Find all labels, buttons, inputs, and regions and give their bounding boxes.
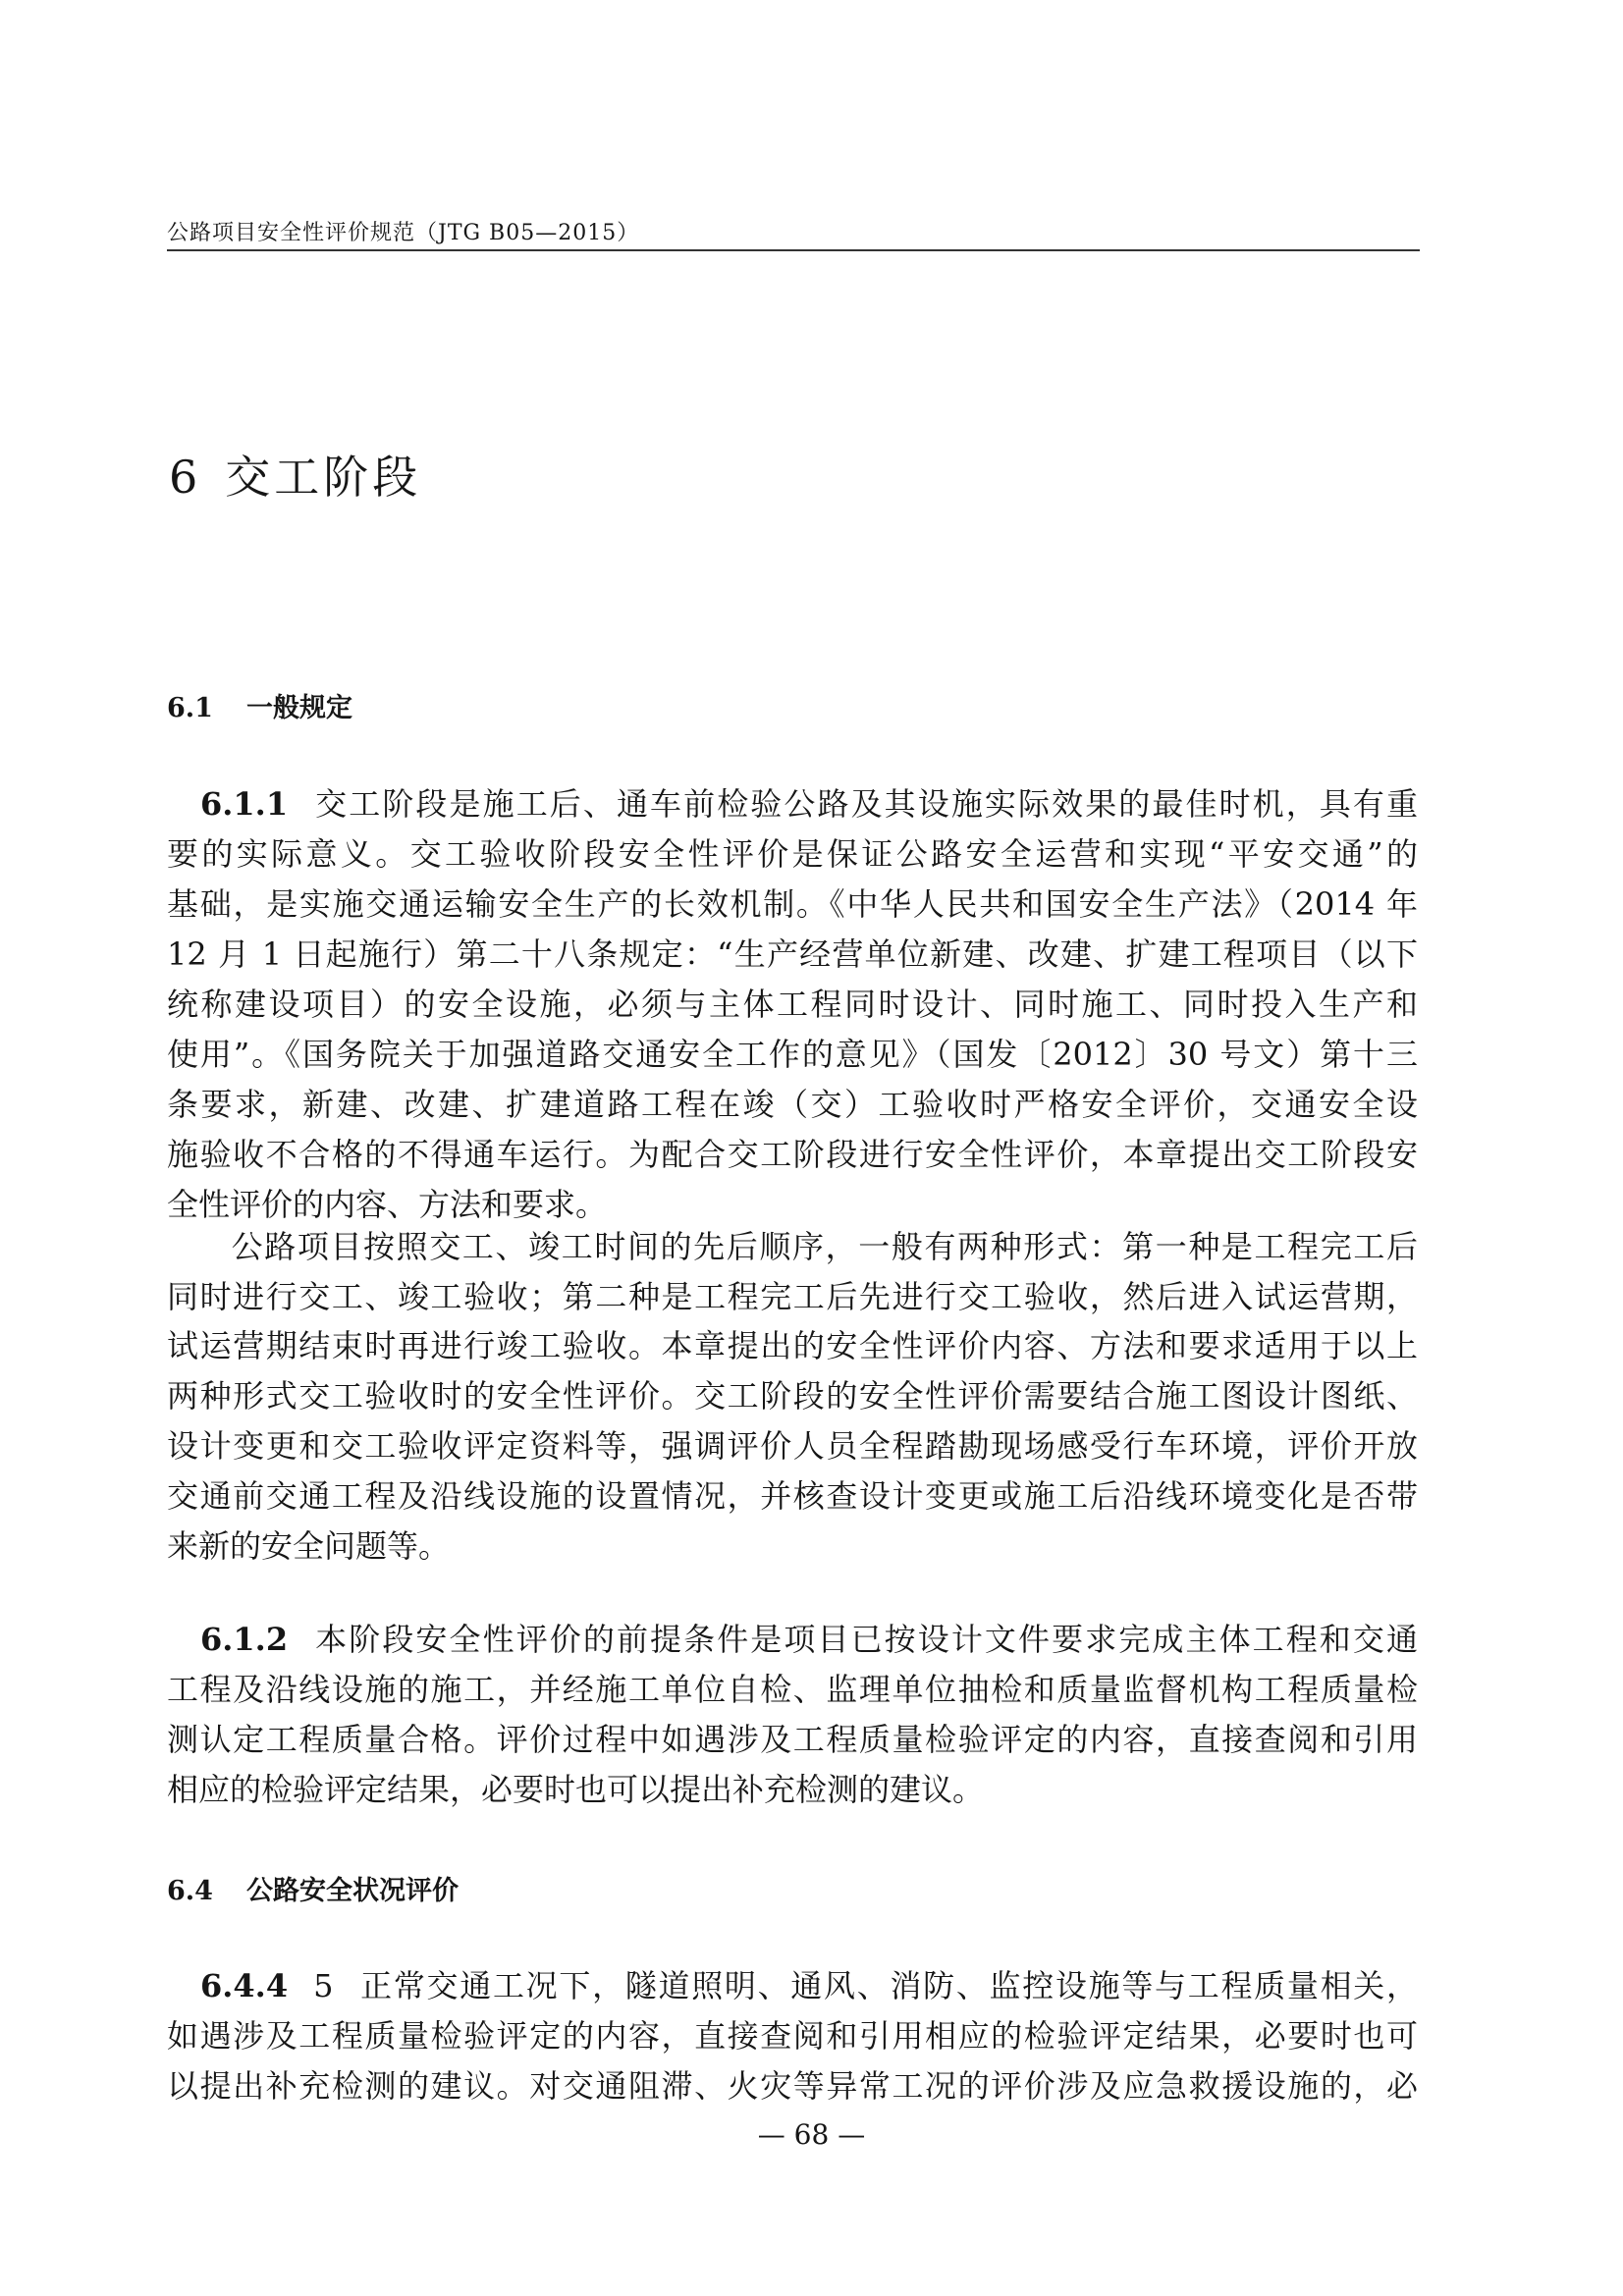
paragraph-line: 两种形式交工验收时的安全性评价。交工阶段的安全性评价需要结合施工图设计图纸、	[167, 1377, 1418, 1415]
clause-label: 6.1.2	[200, 1621, 289, 1658]
clause-label: 6.1.1	[200, 785, 289, 823]
paragraph-line: 交通前交通工程及沿线设施的设置情况，并核查设计变更或施工后沿线环境变化是否带	[167, 1477, 1418, 1515]
clause-line	[167, 1966, 1418, 2005]
paragraph-line: 同时进行交工、竣工验收；第二种是工程完工后先进行交工验收，然后进入试运营期，	[167, 1278, 1418, 1315]
clause-line: 工程及沿线设施的施工，并经施工单位自检、监理单位抽检和质量监督机构工程质量检	[167, 1671, 1418, 1708]
clause-line: 使用”。《国务院关于加强道路交通安全工作的意见》（国发〔2012〕30 号文）第十三	[167, 1036, 1418, 1073]
clause-line	[167, 784, 1418, 824]
chapter-number: 6	[169, 451, 198, 504]
clause-line: 基础，是实施交通运输安全生产的长效机制。《中华人民共和国安全生产法》（2014 年	[167, 885, 1418, 923]
paragraph-line: 设计变更和交工验收评定资料等，强调评价人员全程踏勘现场感受行车环境，评价开放	[167, 1427, 1418, 1465]
clause-line: 全性评价的内容、方法和要求。	[167, 1186, 608, 1223]
clause-line: 测认定工程质量合格。评价过程中如遇涉及工程质量检验评定的内容，直接查阅和引用	[167, 1721, 1418, 1758]
clause-line: 以提出补充检测的建议。对交通阻滞、火灾等异常工况的评价涉及应急救援设施的，必	[167, 2067, 1418, 2105]
section-title: 一般规定	[245, 693, 352, 723]
clause-line	[167, 1620, 1418, 1659]
section-number: 6.4	[167, 1876, 213, 1906]
clause-line: 12 月 1 日起施行）第二十八条规定：“生产经营单位新建、改建、扩建工程项目（以下	[167, 935, 1418, 973]
paragraph-line: 试运营期结束时再进行竣工验收。本章提出的安全性评价内容、方法和要求适用于以上	[167, 1327, 1418, 1364]
section-heading-6-4	[167, 1869, 459, 1907]
clause-line: 如遇涉及工程质量检验评定的内容，直接查阅和引用相应的检验评定结果，必要时也可	[167, 2017, 1418, 2055]
item-number: 5	[313, 1967, 334, 2004]
running-header: 公路项目安全性评价规范（JTG B05—2015）	[167, 221, 640, 245]
chapter-name: 交工阶段	[225, 451, 422, 504]
paragraph-line: 来新的安全问题等。	[167, 1527, 451, 1565]
page-number: — 68 —	[757, 2118, 866, 2151]
clause-line: 统称建设项目）的安全设施，必须与主体工程同时设计、同时施工、同时投入生产和	[167, 986, 1418, 1023]
paragraph-line	[167, 1227, 1418, 1266]
clause-text: 正常交通工况下，隧道照明、通风、消防、监控设施等与工程质量相关，	[358, 1967, 1418, 2004]
header-rule	[167, 249, 1420, 251]
section-title: 公路安全状况评价	[245, 1876, 459, 1906]
clause-line: 施验收不合格的不得通车运行。为配合交工阶段进行安全性评价，本章提出交工阶段安	[167, 1136, 1418, 1173]
section-heading-6-1	[167, 686, 352, 724]
chapter-title	[169, 442, 421, 507]
clause-line: 要的实际意义。交工验收阶段安全性评价是保证公路安全运营和实现“平安交通”的	[167, 835, 1418, 873]
paragraph-text: 公路项目按照交工、竣工时间的先后顺序，一般有两种形式：第一种是工程完工后	[230, 1228, 1418, 1265]
clause-label: 6.4.4	[200, 1967, 289, 2004]
section-number: 6.1	[167, 693, 213, 723]
clause-line: 条要求，新建、改建、扩建道路工程在竣（交）工验收时严格安全评价，交通安全设	[167, 1086, 1418, 1123]
clause-text: 本阶段安全性评价的前提条件是项目已按设计文件要求完成主体工程和交通	[313, 1621, 1418, 1658]
clause-line: 相应的检验评定结果，必要时也可以提出补充检测的建议。	[167, 1771, 985, 1808]
clause-text: 交工阶段是施工后、通车前检验公路及其设施实际效果的最佳时机，具有重	[313, 785, 1418, 823]
